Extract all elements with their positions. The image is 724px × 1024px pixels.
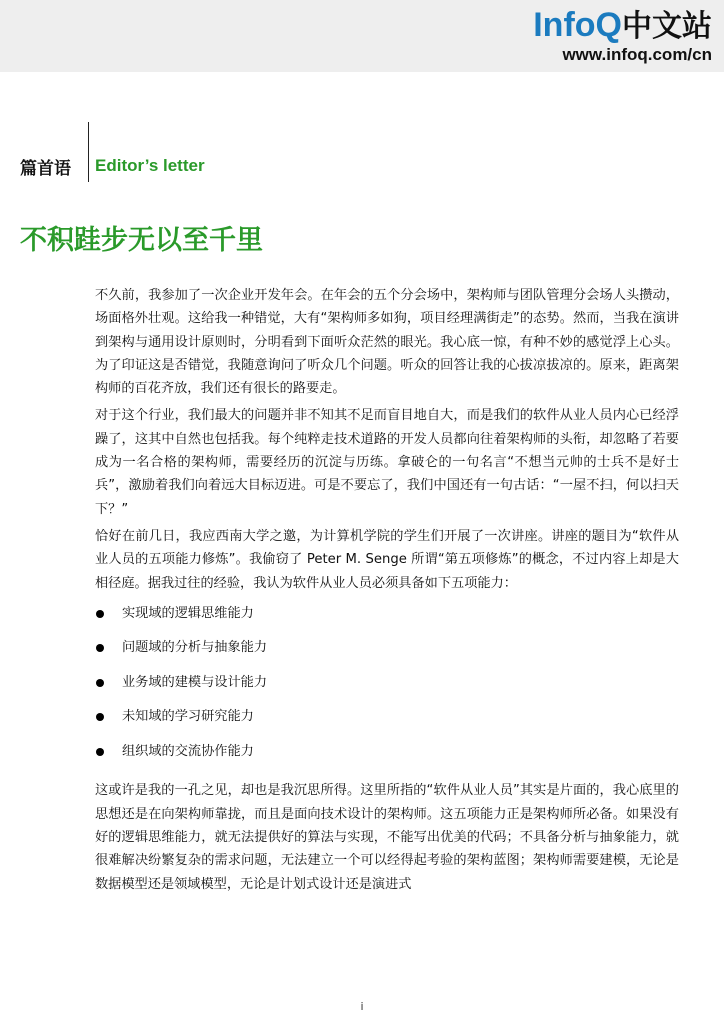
paragraph: 恰好在前几日，我应西南大学之邀，为计算机学院的学生们开展了一次讲座。讲座的题目为“软件从业人员的五项能力修炼”。我偷窃了 Peter M. Senge 所谓“第五项修炼”的概念，不过内容上却是大相径庭。据我过往的经验，我认为软件从业人员必须具备如下五项能力：	[95, 528, 679, 591]
list-item	[95, 599, 679, 634]
list-item-text: 问题域的分析与抽象能力	[122, 640, 268, 656]
paragraph: 不久前，我参加了一次企业开发年会。在年会的五个分会场中，架构师与团队管理分会场人头攒动，场面格外壮观。这给我一种错觉，大有“架构师多如狗，项目经理满街走”的态势。然而，当我在演讲到架构与通用设计原则时，分明看到下面听众茫然的眼光。我心底一惊，有种不妙的感觉浮上心头。为了印证这是否错觉，我随意询问了听众几个问题。听众的回答让我的心拔凉拔凉的。原来，距离架构师的百花齐放，我们还有很长的路要走。	[95, 288, 679, 397]
bullet-icon	[96, 713, 104, 721]
list-item	[95, 633, 679, 668]
list-item-text: 业务域的建模与设计能力	[122, 674, 268, 690]
section-label-cn: 篇首语	[20, 159, 71, 179]
bullet-icon	[96, 644, 104, 652]
paragraph: 对于这个行业，我们最大的问题并非不知其不足而盲目地自大，而是我们的软件从业人员内心已经浮躁了，这其中自然也包括我。每个纯粹走技术道路的开发人员都向往着架构师的头衔，却忽略了若要成为一名合格的架构师，需要经历的沉淀与历练。拿破仑的一句名言“不想当元帅的士兵不是好士兵”，激励着我们向着远大目标迈进。可是不要忘了，我们中国还有一句古话：“一屋不扫，何以扫天下？”	[95, 408, 679, 517]
list-item-text: 未知域的学习研究能力	[122, 709, 254, 725]
infoq-logo[interactable]	[533, 6, 712, 64]
list-item	[95, 668, 679, 703]
list-item-text: 组织域的交流协作能力	[122, 743, 254, 759]
logo-info-text: Info	[533, 6, 596, 44]
paragraph: 这或许是我的一孔之见，却也是我沉思所得。这里所指的“软件从业人员”其实是片面的，我心底里的思想还是在向架构师靠拢，而且是面向技术设计的架构师。这五项能力正是架构师所必备。如果没有好的逻辑思维能力，就无法提供好的算法与实现，不能写出优美的代码；不具备分析与抽象能力，就很难解决纷繁复杂的需求问题，无法建立一个可以经得起考验的架构蓝图；架构师需要建模，无论是数据模型还是领域模型，无论是计划式设计还是演进式	[95, 783, 679, 892]
section-divider	[88, 122, 89, 182]
list-item	[95, 702, 679, 737]
logo-wordmark	[533, 6, 712, 46]
logo-q-text: Q	[595, 6, 622, 44]
bullet-icon	[96, 610, 104, 618]
bullet-icon	[96, 748, 104, 756]
section-label-en: Editor’s letter	[95, 156, 205, 175]
article-body	[95, 284, 679, 900]
page-number: i	[360, 1000, 364, 1013]
article-title: 不积跬步无以至千里	[20, 225, 263, 256]
list-item	[95, 737, 679, 772]
list-item-text: 实现域的逻辑思维能力	[122, 605, 254, 621]
bullet-icon	[96, 679, 104, 687]
header-band	[0, 0, 724, 72]
logo-url: www.infoq.com/cn	[562, 45, 712, 64]
abilities-list	[95, 599, 679, 772]
logo-cn-text: 中文站	[622, 9, 712, 44]
